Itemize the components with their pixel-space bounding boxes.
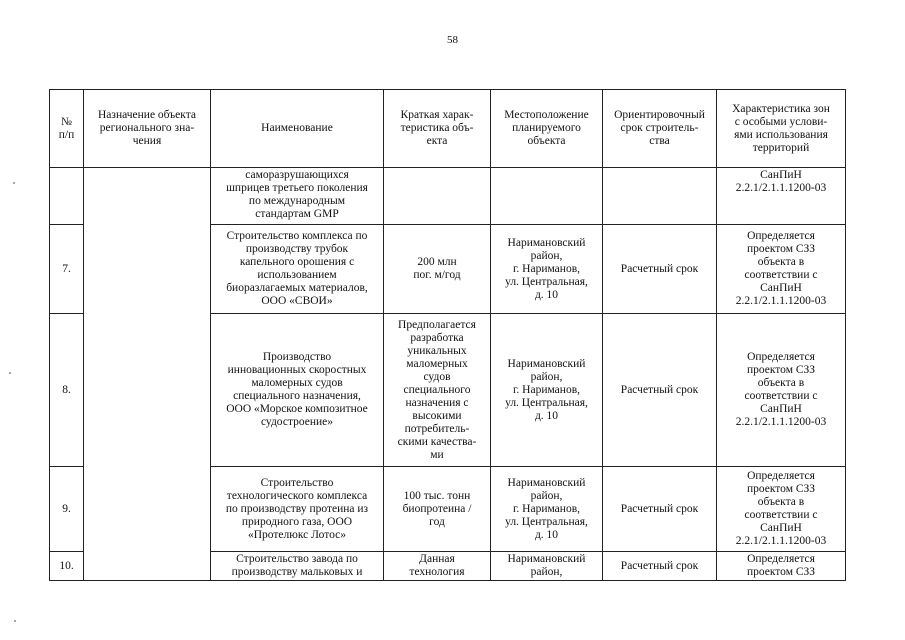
cell-num — [50, 168, 84, 225]
objects-table — [49, 89, 846, 581]
cell-term — [603, 168, 717, 225]
cell-num: 9. — [50, 467, 84, 552]
cell-location — [491, 168, 603, 225]
header-name: Наименование — [211, 90, 384, 168]
page-number: 58 — [447, 34, 458, 46]
cell-characteristic: Данная технология — [384, 552, 491, 581]
cell-name: Строительство завода по производству мальковых и — [211, 552, 384, 581]
cell-characteristic — [384, 168, 491, 225]
cell-characteristic: Предполагается разработка уникальных маломерных судов специального назначения с высокими потребитель- скими качества- ми — [384, 314, 491, 467]
cell-zones: Определяется проектом СЗЗ объекта в соответствии с СанПиН 2.2.1/2.1.1.1200-03 — [717, 467, 846, 552]
cell-location: Наримановский район, г. Нариманов, ул. Центральная, д. 10 — [491, 314, 603, 467]
cell-zones: Определяется проектом СЗЗ — [717, 552, 846, 581]
scan-speck — [13, 182, 15, 184]
header-location: Местоположение планируемого объекта — [491, 90, 603, 168]
cell-characteristic: 200 млн пог. м/год — [384, 225, 491, 314]
cell-name: Строительство комплекса по производству трубок капельного орошения с использованием биоразлагаемых материалов, ООО «СВОИ» — [211, 225, 384, 314]
cell-num: 8. — [50, 314, 84, 467]
cell-name: Строительство технологического комплекса по производству протеина из природного газа, ООО «Протелюкс Лотос» — [211, 467, 384, 552]
cell-location: Наримановский район, г. Нариманов, ул. Центральная, д. 10 — [491, 467, 603, 552]
cell-zones: Определяется проектом СЗЗ объекта в соответствии с СанПиН 2.2.1/2.1.1.1200-03 — [717, 314, 846, 467]
cell-purpose — [84, 168, 211, 581]
cell-name: саморазрушающихся шприцев третьего поколения по международным стандартам GMP — [211, 168, 384, 225]
scan-speck — [9, 372, 11, 374]
cell-term: Расчетный срок — [603, 552, 717, 581]
cell-zones: Определяется проектом СЗЗ объекта в соответствии с СанПиН 2.2.1/2.1.1.1200-03 — [717, 225, 846, 314]
header-term: Ориентировочный срок строитель- ства — [603, 90, 717, 168]
cell-characteristic: 100 тыс. тонн биопротеина / год — [384, 467, 491, 552]
cell-term: Расчетный срок — [603, 225, 717, 314]
cell-zones: СанПиН 2.2.1/2.1.1.1200-03 — [717, 168, 846, 225]
header-purpose: Назначение объекта регионального зна- чения — [84, 90, 211, 168]
header-num: № п/п — [50, 90, 84, 168]
table-header-row — [50, 90, 846, 168]
cell-location: Наримановский район, г. Нариманов, ул. Центральная, д. 10 — [491, 225, 603, 314]
table-row — [50, 168, 846, 225]
cell-num: 7. — [50, 225, 84, 314]
cell-location: Наримановский район, — [491, 552, 603, 581]
cell-term: Расчетный срок — [603, 467, 717, 552]
cell-num: 10. — [50, 552, 84, 581]
cell-term: Расчетный срок — [603, 314, 717, 467]
cell-name: Производство инновационных скоростных маломерных судов специального назначения, ООО «Морское композитное судостроение» — [211, 314, 384, 467]
header-zones: Характеристика зон с особыми услови- ями использования территорий — [717, 90, 846, 168]
scan-speck — [14, 620, 16, 622]
header-characteristic: Краткая харак- теристика объ- екта — [384, 90, 491, 168]
